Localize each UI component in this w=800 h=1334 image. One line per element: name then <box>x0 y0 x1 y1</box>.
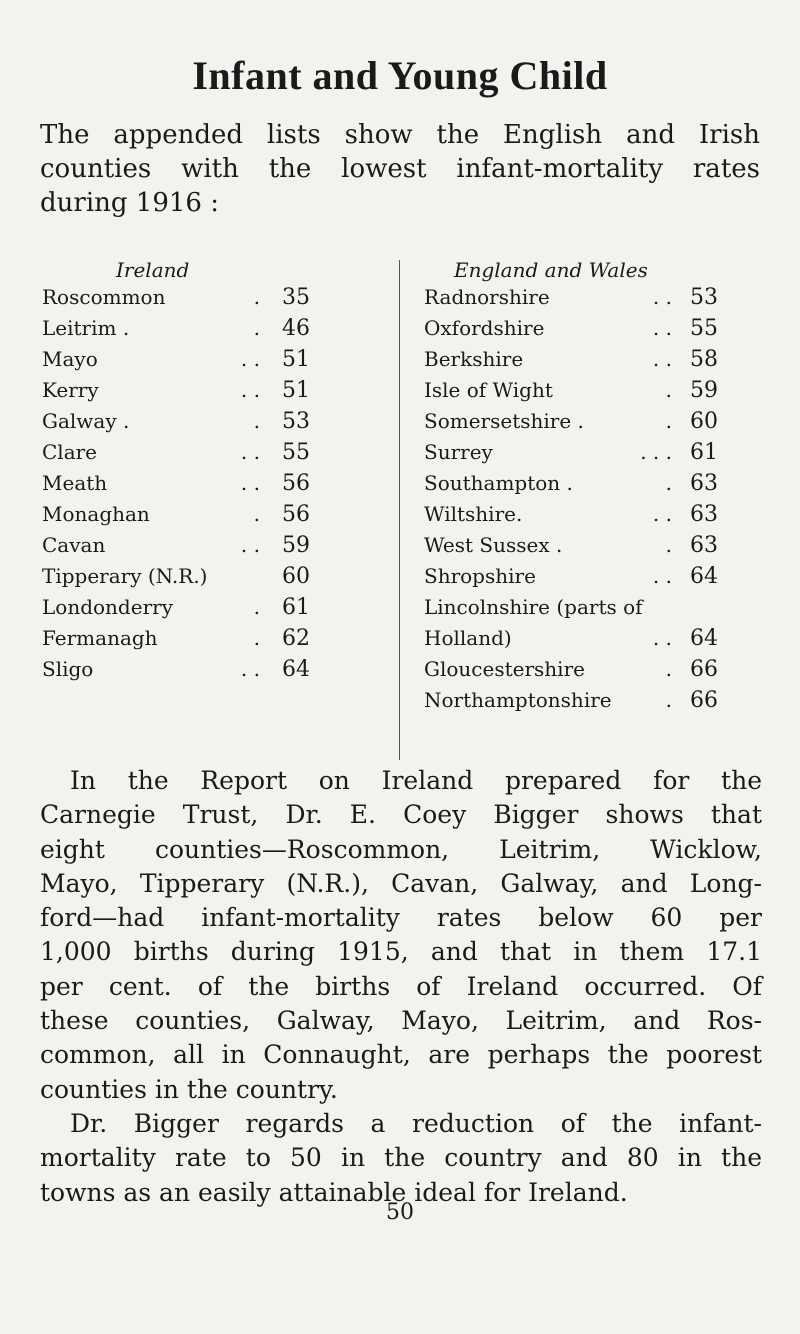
ireland-row <box>42 592 372 623</box>
ireland-mortality-rate: 35 <box>282 285 310 310</box>
ireland-row <box>42 499 372 530</box>
ireland-mortality-rate: 60 <box>282 564 310 589</box>
ireland-row <box>42 530 372 561</box>
ireland-county-name: Monaghan <box>42 502 150 526</box>
england-mortality-rate: 63 <box>690 502 718 527</box>
ireland-row <box>42 437 372 468</box>
england-wales-heading: England and Wales <box>454 258 648 282</box>
england-leader-dots: . . . <box>640 440 672 464</box>
ireland-row <box>42 623 372 654</box>
england-leader-dots: . . <box>652 502 672 526</box>
body-line: Carnegie Trust, Dr. E. Coey Bigger shows that <box>40 800 762 830</box>
england-mortality-rate: 59 <box>690 378 718 403</box>
england-leader-dots: . <box>665 688 672 712</box>
england-row <box>424 282 764 313</box>
england-mortality-rate: 66 <box>690 657 718 682</box>
ireland-leader-dots: . . <box>240 440 260 464</box>
ireland-leader-dots: . <box>253 502 260 526</box>
body-line: common, all in Connaught, are perhaps the poorest <box>40 1040 762 1070</box>
england-mortality-rate: 66 <box>690 688 718 713</box>
body-line: In the Report on Ireland prepared for the <box>70 766 762 795</box>
england-mortality-rate: 64 <box>690 564 718 589</box>
ireland-county-name: Galway . <box>42 409 130 433</box>
body-line: 1,000 births during 1915, and that in them 17.1 <box>40 937 762 967</box>
ireland-leader-dots: . . <box>240 533 260 557</box>
england-leader-dots: . . <box>652 626 672 650</box>
body-line: ford—had infant-mortality rates below 60 per <box>40 903 762 933</box>
england-leader-dots: . <box>665 533 672 557</box>
ireland-county-name: Clare <box>42 440 98 464</box>
england-mortality-rate: 63 <box>690 471 718 496</box>
ireland-county-name: Sligo <box>42 657 94 681</box>
england-leader-dots: . . <box>652 285 672 309</box>
england-row <box>424 313 764 344</box>
ireland-mortality-rate: 59 <box>282 533 310 558</box>
ireland-leader-dots: . . <box>240 657 260 681</box>
england-row <box>424 685 764 716</box>
column-divider <box>399 260 400 760</box>
ireland-row <box>42 313 372 344</box>
body-line: per cent. of the births of Ireland occurred. Of <box>40 971 762 1001</box>
ireland-leader-dots: . <box>253 409 260 433</box>
england-row <box>424 592 764 623</box>
england-row <box>424 406 764 437</box>
body-line: eight counties—Roscommon, Leitrim, Wicklow, <box>40 834 762 864</box>
england-county-name: Wiltshire. <box>424 502 523 526</box>
england-county-name: Surrey <box>424 440 493 464</box>
ireland-leader-dots: . . <box>240 347 260 371</box>
ireland-county-name: Fermanagh <box>42 626 158 650</box>
england-county-name: Southampton . <box>424 471 573 495</box>
ireland-row <box>42 654 372 685</box>
england-leader-dots: . <box>665 657 672 681</box>
england-leader-dots: . . <box>652 316 672 340</box>
england-county-name: Shropshire <box>424 564 536 588</box>
england-county-name: Gloucestershire <box>424 657 585 681</box>
ireland-mortality-rate: 55 <box>282 440 310 465</box>
ireland-mortality-rate: 51 <box>282 378 310 403</box>
ireland-leader-dots: . . <box>240 471 260 495</box>
england-row <box>424 654 764 685</box>
england-mortality-rate: 58 <box>690 347 718 372</box>
ireland-heading: Ireland <box>116 258 190 282</box>
intro-line: The appended lists show the English and Irish <box>40 120 760 150</box>
england-county-name: Somersetshire . <box>424 409 584 433</box>
england-county-name: Radnorshire <box>424 285 550 309</box>
ireland-leader-dots: . <box>253 595 260 619</box>
ireland-mortality-rate: 56 <box>282 502 310 527</box>
england-county-name: Isle of Wight <box>424 378 553 402</box>
ireland-mortality-rate: 64 <box>282 657 310 682</box>
england-mortality-rate: 53 <box>690 285 718 310</box>
intro-line: counties with the lowest infant-mortality rates <box>40 154 760 184</box>
intro-line: during 1916 : <box>40 188 219 218</box>
ireland-row <box>42 282 372 313</box>
england-leader-dots: . . <box>652 564 672 588</box>
ireland-row <box>42 561 372 592</box>
england-wales-list <box>424 282 764 716</box>
body-paragraphs <box>40 764 762 1210</box>
ireland-county-name: Kerry <box>42 378 99 402</box>
ireland-leader-dots: . <box>253 285 260 309</box>
body-line: towns as an easily attainable ideal for Ireland. <box>40 1177 628 1207</box>
england-county-name: Holland) <box>424 626 512 650</box>
ireland-county-name: Roscommon <box>42 285 166 309</box>
england-leader-dots: . <box>665 378 672 402</box>
england-county-name: Northamptonshire <box>424 688 612 712</box>
england-county-name: Oxfordshire <box>424 316 545 340</box>
page-title: Infant and Young Child <box>192 53 608 98</box>
england-mortality-rate: 55 <box>690 316 718 341</box>
ireland-county-name: Cavan <box>42 533 106 557</box>
ireland-county-name: Leitrim . <box>42 316 130 340</box>
ireland-row <box>42 468 372 499</box>
ireland-leader-dots: . <box>253 626 260 650</box>
ireland-leader-dots: . . <box>240 378 260 402</box>
england-county-name: Lincolnshire (parts of <box>424 595 643 619</box>
england-leader-dots: . <box>665 409 672 433</box>
ireland-mortality-rate: 62 <box>282 626 310 651</box>
england-row <box>424 499 764 530</box>
england-row <box>424 437 764 468</box>
ireland-leader-dots: . <box>253 316 260 340</box>
ireland-county-name: Meath <box>42 471 108 495</box>
intro-paragraph <box>40 118 760 220</box>
england-mortality-rate: 64 <box>690 626 718 651</box>
england-mortality-rate: 60 <box>690 409 718 434</box>
england-leader-dots: . . <box>652 347 672 371</box>
england-county-name: Berkshire <box>424 347 524 371</box>
england-row <box>424 344 764 375</box>
ireland-county-name: Londonderry <box>42 595 173 619</box>
england-mortality-rate: 61 <box>690 440 718 465</box>
england-row <box>424 375 764 406</box>
ireland-mortality-rate: 46 <box>282 316 310 341</box>
england-row <box>424 530 764 561</box>
page-number: 50 <box>386 1200 414 1225</box>
ireland-row <box>42 406 372 437</box>
england-row <box>424 468 764 499</box>
body-line: counties in the country. <box>40 1074 338 1104</box>
ireland-row <box>42 344 372 375</box>
ireland-mortality-rate: 53 <box>282 409 310 434</box>
ireland-county-name: Tipperary (N.R.) <box>42 564 208 588</box>
ireland-list <box>42 282 372 685</box>
england-mortality-rate: 63 <box>690 533 718 558</box>
england-county-name: West Sussex . <box>424 533 563 557</box>
ireland-mortality-rate: 56 <box>282 471 310 496</box>
body-line: Mayo, Tipperary (N.R.), Cavan, Galway, and Long- <box>40 868 762 898</box>
ireland-mortality-rate: 51 <box>282 347 310 372</box>
ireland-county-name: Mayo <box>42 347 98 371</box>
body-line: Dr. Bigger regards a reduction of the infant- <box>70 1108 762 1138</box>
england-row <box>424 561 764 592</box>
body-line: mortality rate to 50 in the country and 80 in the <box>40 1143 762 1173</box>
body-line: these counties, Galway, Mayo, Leitrim, and Ros- <box>40 1006 762 1036</box>
england-leader-dots: . <box>665 471 672 495</box>
ireland-mortality-rate: 61 <box>282 595 310 620</box>
england-row <box>424 623 764 654</box>
ireland-row <box>42 375 372 406</box>
